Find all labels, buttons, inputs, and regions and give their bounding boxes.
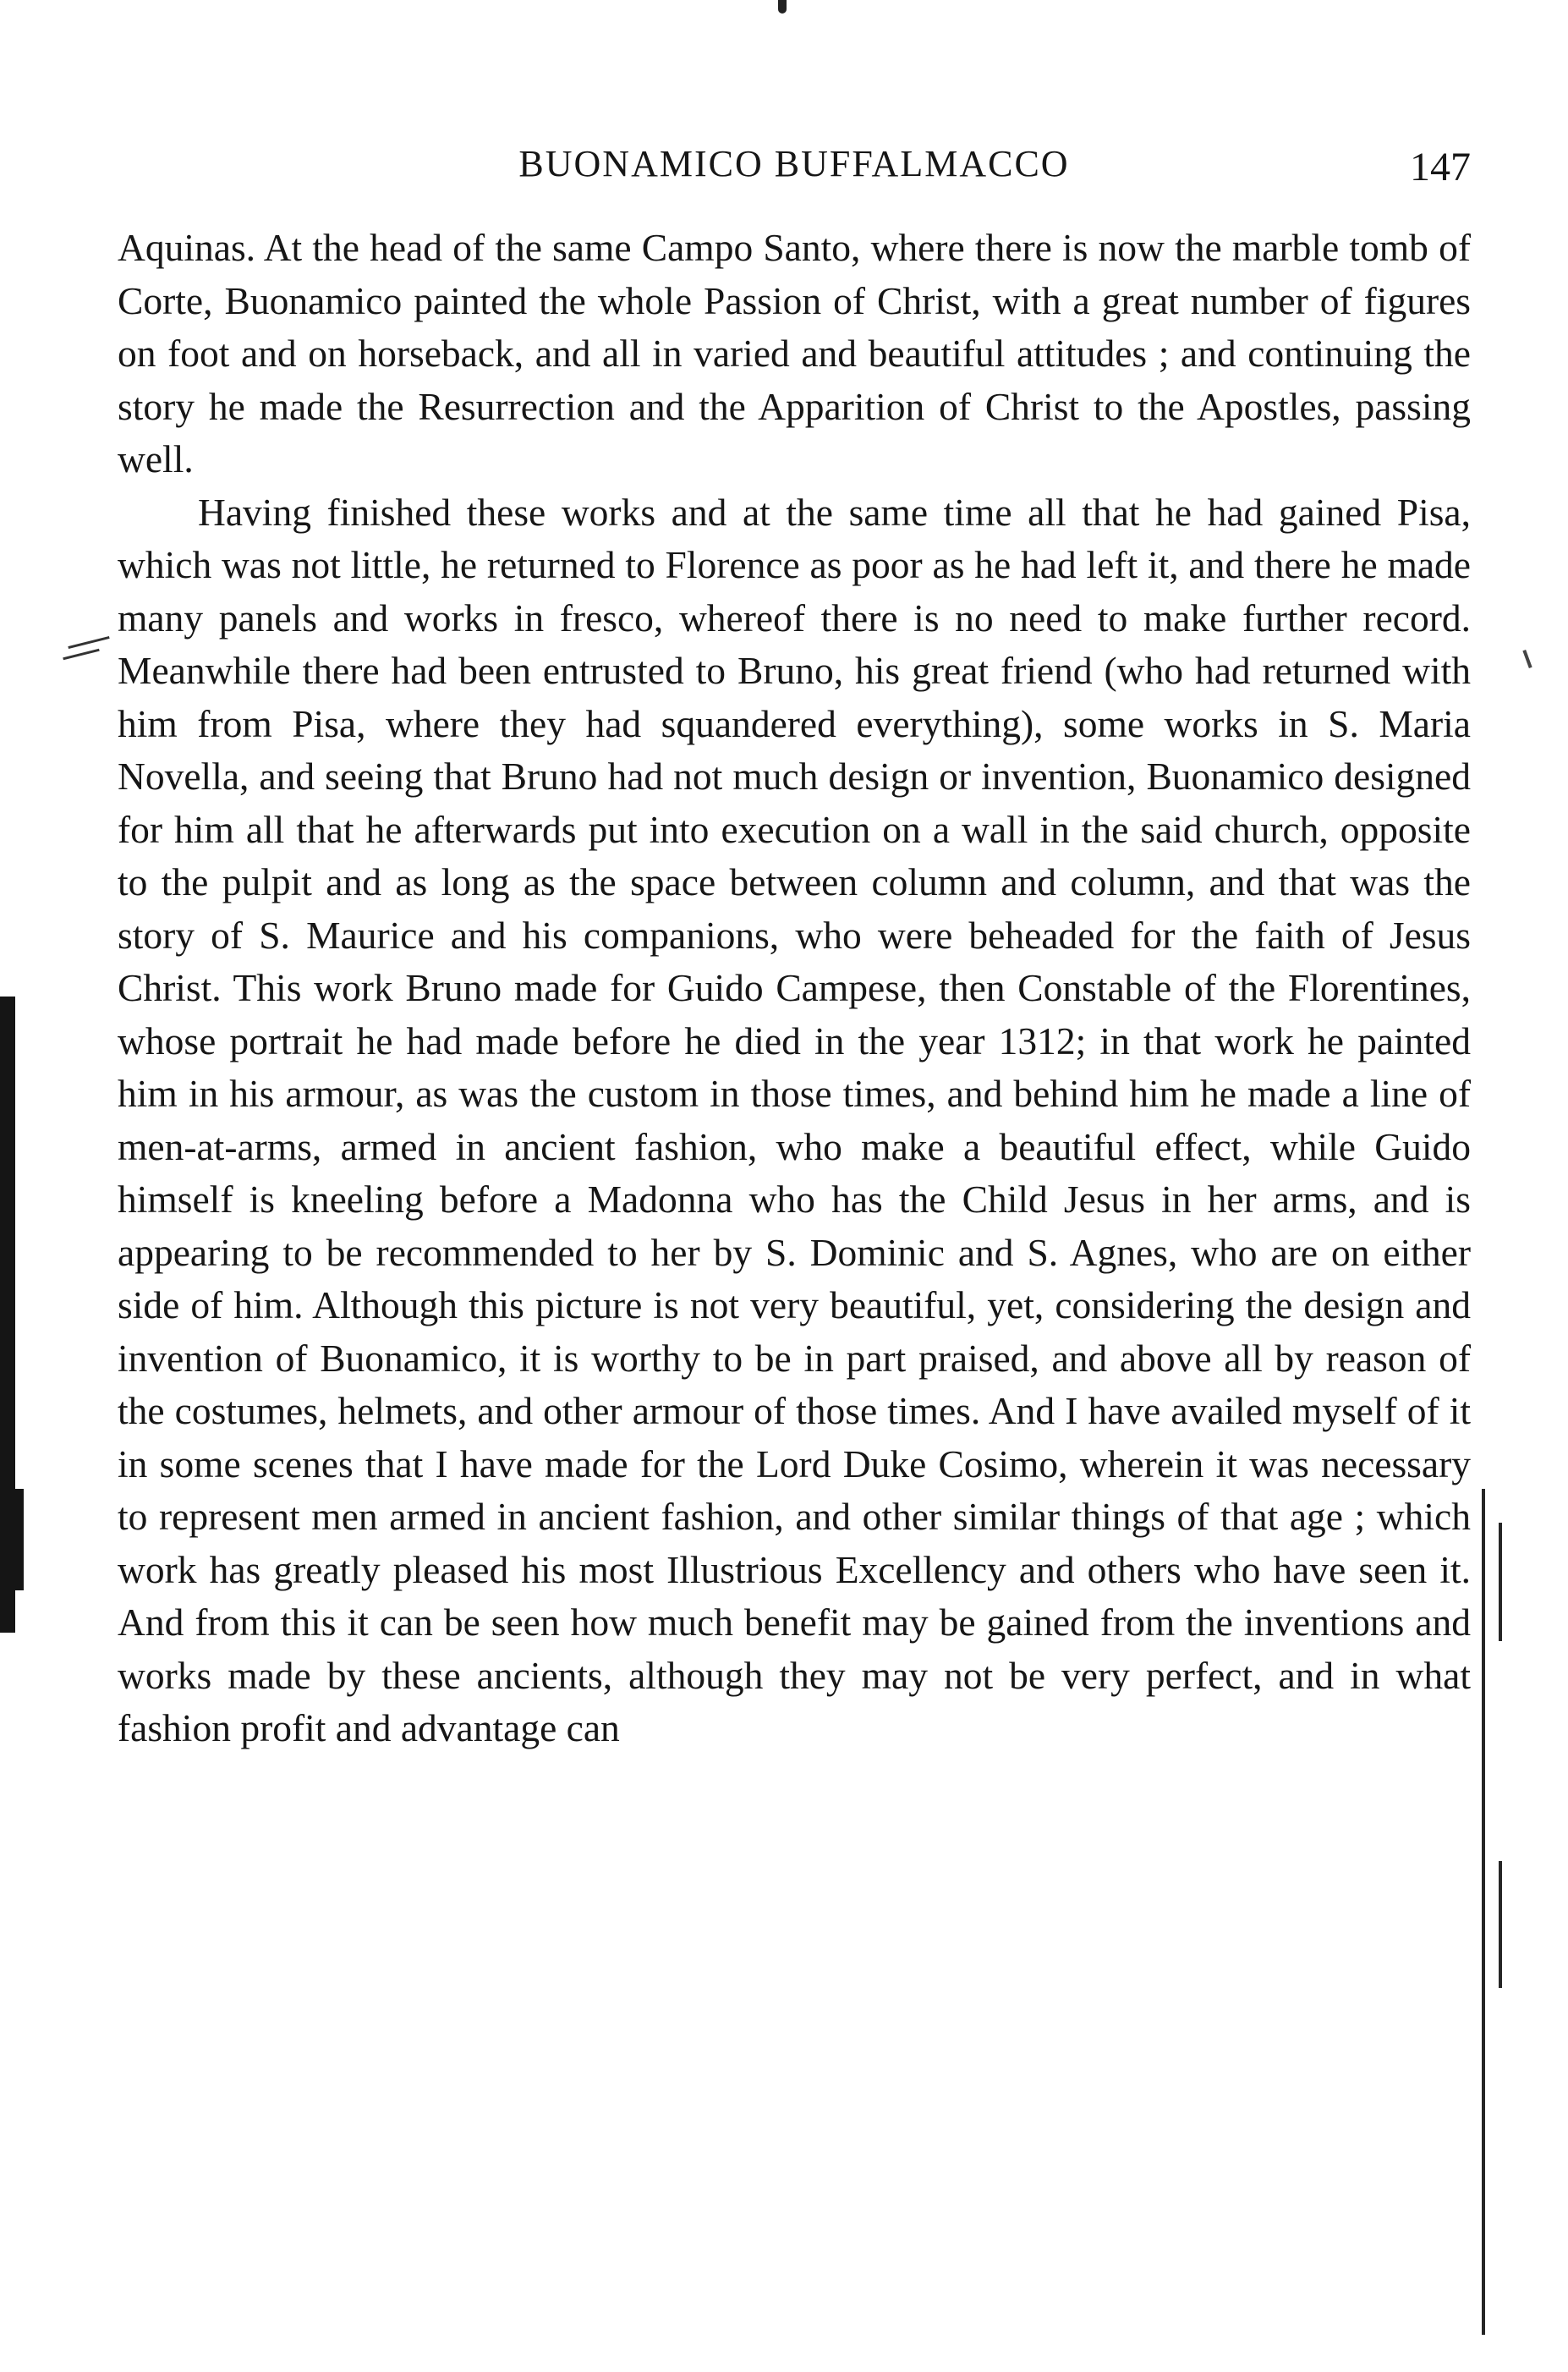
running-title: BUONAMICO BUFFALMACCO [518,143,1070,184]
left-margin-bar [0,997,15,1633]
paragraph-continuation: Aquinas. At the head of the same Campo Santo, where there is now the marble tomb of Corte, Buonamico painted the whole Passion of Christ, with a great number of figures on foot and on horseback, and all in varied and beautiful attitudes ; and continuing the story he made the Resurrection and the Apparition of Christ to the Apostles, passing well. [118,226,1471,480]
margin-tick-mark [1522,650,1532,668]
right-margin-line [1499,1861,1502,1988]
margin-dash-mark [63,649,99,661]
body-text [118,222,1471,1755]
top-edge-mark [778,0,787,14]
margin-dash-mark [68,636,109,649]
right-margin-line [1482,1489,1485,2335]
page-number: 147 [1410,145,1471,189]
running-head [118,142,1471,193]
right-margin-line [1499,1523,1502,1641]
paragraph-main: Having finished these works and at the same time all that he had gained Pisa, which was not little, he returned to Florence as poor as he had left it, and there he made many panels and works in fresco, whereof there is no need to make further record. Meanwhile there had been entrusted to Bruno, his great friend (who had returned with him from Pisa, where they had squandered everything), some works in S. Maria Novella, and seeing that Bruno had not much design or invention, Buonamico designed for him all that he afterwards put into execution on a wall in the said church, opposite to the pulpit and as long as the space between column and column, and that was the story of S. Maurice and his companions, who were beheaded for the faith of Jesus Christ. This work Bruno made for Guido Campese, then Constable of the Florentines, whose portrait he had made before he died in the year 1312; in that work he painted him in his armour, as was the custom in those times, and behind him he made a line of men-at-arms, armed in ancient fashion, who make a beautiful effect, while Guido himself is kneeling before a Madonna who has the Child Jesus in her arms, and is appearing to be recommended to her by S. Dominic and S. Agnes, who are on either side of him. Although this picture is not very beautiful, yet, considering the design and invention of Buonamico, it is worthy to be in part praised, and above all by reason of the costumes, helmets, and other armour of those times. And I have availed myself of it in some scenes that I have made for the Lord Duke Cosimo, wherein it was necessary to represent men armed in ancient fashion, and other similar things of that age ; which work has greatly pleased his most Illustrious Excellency and others who have seen it. And from this it can be seen how much benefit may be gained from the inventions and works made by these ancients, although they may not be very perfect, and in what fashion profit and advantage can [118,490,1471,1749]
left-margin-bar-notch [15,1489,24,1590]
